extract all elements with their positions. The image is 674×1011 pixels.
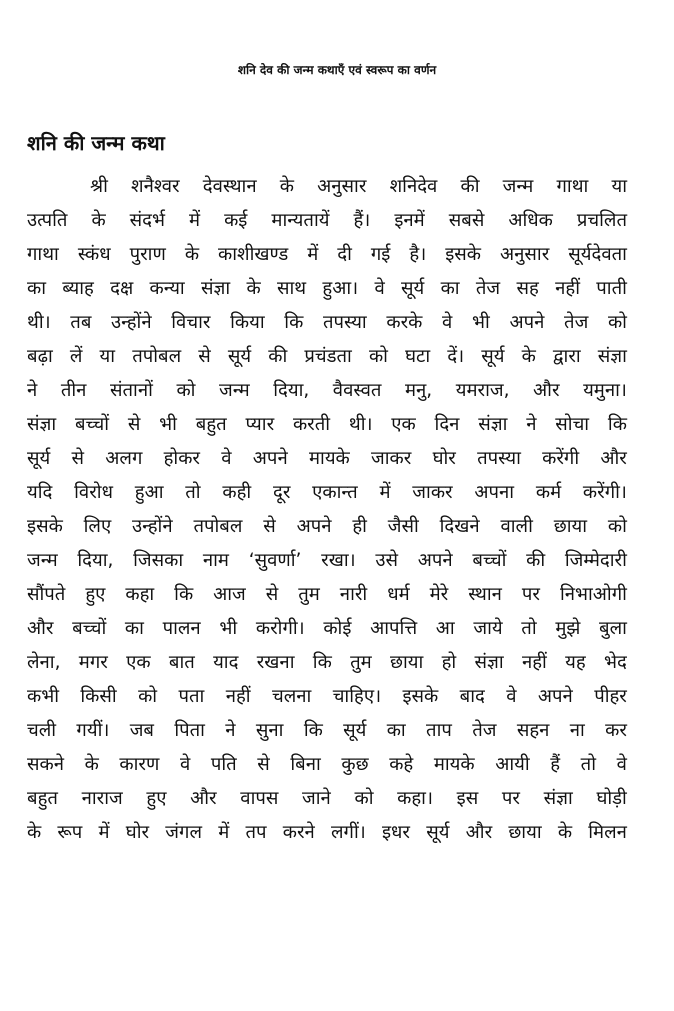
word: सबसे [448,210,485,231]
word: पर [521,584,540,605]
word: मायके [433,754,475,775]
word: उन्होंने [111,312,152,333]
word: लेना, [27,652,61,673]
word: सहन [516,720,550,741]
word: कहा। [397,788,433,809]
word: पालन [162,618,201,639]
text-line [27,306,627,340]
word: पति [210,754,237,775]
word: तपस्या [477,448,521,469]
word: के [184,244,200,265]
section-heading: शनि की जन्म कथा [27,131,165,155]
word: नहीं [225,686,251,707]
word: एक [126,652,151,673]
word: सूर्य [27,448,51,469]
word: कोई [323,618,352,639]
word: जन्म [502,176,534,197]
word: आज [213,584,246,605]
word: के [557,822,573,843]
word: याद [213,652,239,673]
word: और [600,448,627,469]
word: कन्या [149,278,185,299]
page-title: शनि देव की जन्म कथाएँ एवं स्वरूप का वर्णन [237,63,437,77]
word: के [91,210,106,231]
word: करोगी। [255,618,305,639]
word: आयी [495,754,530,775]
word: तब [70,312,92,333]
word: सूर्य [227,346,252,367]
word: जिसका [133,550,184,571]
word: सूर्य [401,278,425,299]
word: वे [374,278,385,299]
word: वे [616,754,627,775]
word: नारी [339,584,368,605]
text-line [27,578,627,612]
word: स्कंध [77,244,111,265]
word: लें [69,346,83,367]
word: दें। [447,346,465,367]
word: की [526,550,546,571]
text-line [27,374,627,408]
word: दिखने [439,516,480,537]
word: कहे [389,754,414,775]
word: वैवस्वत [332,380,382,401]
word: कि [284,312,304,333]
text-line [27,238,627,272]
word: प्यार [245,414,275,435]
text-line [27,544,627,578]
word: लिए [83,516,112,537]
word: अनुसार [500,244,550,265]
word: करेंगी [542,448,580,469]
word: कर्म [535,482,562,503]
word: तो [185,482,201,503]
word: में [307,244,319,265]
text-line [27,646,627,680]
word: के [27,822,42,843]
word: हुआ। [322,278,359,299]
word: बहुत [27,788,58,809]
word: आ [435,618,455,639]
word: का [386,720,406,741]
word: को [354,788,374,809]
word: हो [441,652,457,673]
word: वापस [240,788,279,809]
word: कि [303,720,323,741]
word: वे [506,686,517,707]
word: कभी [27,686,60,707]
word: चली [27,720,57,741]
word: का [440,278,460,299]
word: अपने [509,312,545,333]
body-paragraph [27,170,627,850]
word: अपने [537,686,573,707]
word: उत्पति [27,210,68,231]
word: ब्याह [62,278,94,299]
word: प्रचंडता [304,346,352,367]
text-line [27,476,627,510]
word: या [611,176,627,197]
word: कई [224,210,248,231]
word: विचार [171,312,211,333]
word: के [84,754,99,775]
word: इसके [402,686,439,707]
word: अपने [296,516,332,537]
word: मायके [308,448,350,469]
word: शनिदेव [389,176,438,197]
word: कि [312,652,332,673]
word: तेज [475,278,501,299]
word: ही [352,516,367,537]
word: इधर [381,822,410,843]
word: भी [471,312,490,333]
word: तपोबल [193,516,243,537]
text-line [27,612,627,646]
word: उसे [375,550,398,571]
word: पुराण [129,244,166,265]
word: यदि [27,482,53,503]
word: गाथा [27,244,59,265]
word: थी। [348,414,373,435]
word: एक [391,414,416,435]
word: अपना [474,482,515,503]
word: मान्यतायें [271,210,330,231]
word: तो [521,618,537,639]
word: को [607,312,627,333]
word: सोचा [555,414,590,435]
word: को [368,346,388,367]
text-line [27,442,627,476]
word: संज्ञा [474,652,504,673]
word: प्रचलित [576,210,627,231]
word: को [138,686,158,707]
word: घोर [125,822,150,843]
word: में [218,822,230,843]
word: है। [409,244,427,265]
word: घोर [432,448,456,469]
word: अधिक [508,210,553,231]
text-line [27,714,627,748]
text-line [27,816,627,850]
word: का [124,618,144,639]
word: में [189,210,201,231]
word: उन्होंने [132,516,173,537]
word: देवस्थान [202,176,257,197]
word: तपोबल [132,346,182,367]
word: नाराज [81,788,123,809]
word: संज्ञा [27,414,57,435]
word: जिम्मेदारी [564,550,627,571]
word: बच्चों [72,618,107,639]
word: से [71,448,85,469]
word: सूर्य [426,822,450,843]
word: धर्म [387,584,410,605]
word: से [127,414,141,435]
word: घोड़ी [596,788,627,809]
word: नाम [202,550,229,571]
word: से [263,516,276,537]
word: पिता [174,720,205,741]
word: इसके [445,244,482,265]
word: इनमें [394,210,425,231]
text-line [27,748,627,782]
word: रखना [256,652,295,673]
word: ने [526,414,537,435]
word: जाकर [371,448,412,469]
word: भी [159,414,177,435]
word: सूर्य [343,720,367,741]
word: करती [292,414,331,435]
text-line [27,408,627,442]
word: की [460,176,480,197]
word: बाद [459,686,485,707]
word: को [607,516,627,537]
word: कर [605,720,627,741]
word: गई [370,244,391,265]
word: जाने [302,788,331,809]
word: और [533,380,560,401]
text-line [27,170,627,204]
word: को [176,380,196,401]
word: दक्ष [110,278,134,299]
word: स्थान [468,584,502,605]
word: तेज [472,720,497,741]
word: दिन [434,414,460,435]
word: आपत्ति [370,618,418,639]
word: करके [386,312,423,333]
word: मेरे [429,584,449,605]
word: संज्ञा [597,346,627,367]
word: काशीखण्ड [218,244,289,265]
word: हुए [146,788,167,809]
word: कि [607,414,627,435]
word: यह [565,652,586,673]
word: किया [230,312,265,333]
text-line [27,272,627,306]
word: रूप [57,822,83,843]
word: यमराज, [455,380,510,401]
word: बच्चों [74,414,110,435]
word: चाहिए। [332,686,382,707]
word: सौंपते [27,584,66,605]
word: छाया [553,516,588,537]
word: कही [222,482,252,503]
word: बच्चों [472,550,507,571]
word: इसके [27,516,63,537]
word: द्वारा [552,346,581,367]
word: नहीं [555,278,580,299]
word: या [99,346,116,367]
word: जैसी [387,516,419,537]
word: संज्ञा [201,278,231,299]
word: हुआ [134,482,164,503]
word: एकान्त [312,482,358,503]
text-line [27,510,627,544]
word: गयीं। [76,720,110,741]
word: नहीं [521,652,547,673]
word: सह [516,278,539,299]
word: ने [225,720,236,741]
word: संतानों [109,380,153,401]
word: वे [442,312,453,333]
word: सूर्य [481,346,505,367]
word: करेंगी। [582,482,627,503]
word: जाकर [412,482,453,503]
word: रखा। [321,550,356,571]
word: पीहर [594,686,627,707]
word: दिया, [77,550,114,571]
word: में [98,822,110,843]
word: बात [168,652,195,673]
word: बुला [599,618,627,639]
word: गाथा [556,176,589,197]
word: कुछ [341,754,369,775]
word: के [279,176,294,197]
word: का [27,278,46,299]
word: की [268,346,288,367]
word: चलना [271,686,312,707]
word: सूर्यदेवता [568,244,627,265]
word: अलग [105,448,143,469]
word: पाती [596,278,627,299]
word: ‘सुवर्णा’ [248,550,302,571]
word: भी [219,618,238,639]
word: शनैश्वर [131,176,180,197]
word: और [27,618,54,639]
word: दूर [273,482,291,503]
word: कारण [119,754,160,775]
word: के [521,346,536,367]
word: संज्ञा [478,414,508,435]
word: ने [27,380,38,401]
word: तप [245,822,267,843]
word: मगर [78,652,108,673]
word: मुझे [555,618,581,639]
word: निभाओगी [559,584,627,605]
word: वाली [500,516,533,537]
word: तुम [298,584,320,605]
word: तो [580,754,597,775]
word: विरोध [74,482,113,503]
word: के [246,278,261,299]
word: भेद [604,652,627,673]
word: संदर्भ [129,210,165,231]
word: हैं [550,754,561,775]
word: पता [178,686,205,707]
word: दी [337,244,352,265]
word: किसी [80,686,117,707]
word: सुना [255,720,284,741]
word: पर [501,788,520,809]
word: जन्म [27,550,58,571]
word: ना [569,720,585,741]
word: जन्म [218,380,250,401]
word: छाया [390,652,424,673]
word: दिया, [273,380,310,401]
word: लगीं। [330,822,366,843]
word: इस [456,788,479,809]
word: सकने [27,754,64,775]
word: तपस्या [322,312,367,333]
word: तुम [350,652,372,673]
word: अनुसार [317,176,367,197]
word: यमुना। [583,380,627,401]
word: ताप [426,720,452,741]
word: जंगल [165,822,202,843]
word: बहुत [195,414,227,435]
word: वे [221,448,232,469]
word: करने [282,822,315,843]
text-line [27,782,627,816]
word: कि [174,584,194,605]
word: जब [129,720,154,741]
word: और [190,788,217,809]
word: तेज [564,312,589,333]
word: साथ [276,278,307,299]
word: होकर [163,448,200,469]
word: छाया [508,822,542,843]
word: से [257,754,270,775]
word: संज्ञा [543,788,573,809]
word: जाये [473,618,503,639]
word: से [198,346,211,367]
word: बिना [290,754,321,775]
word: कहा [125,584,155,605]
word: अपने [417,550,453,571]
word: घटा [405,346,431,367]
word: थी। [27,312,51,333]
text-line [27,204,627,238]
word: और [465,822,493,843]
word: में [379,482,391,503]
word: मिलन [588,822,627,843]
word: श्री [90,176,108,197]
word: बढ़ा [27,346,53,367]
word: हैं। [353,210,371,231]
text-line [27,680,627,714]
word: वे [179,754,191,775]
word: मनु, [404,380,433,401]
word: अपने [252,448,288,469]
word: तीन [60,380,87,401]
word: हुए [85,584,106,605]
text-line [27,340,627,374]
word: से [265,584,279,605]
